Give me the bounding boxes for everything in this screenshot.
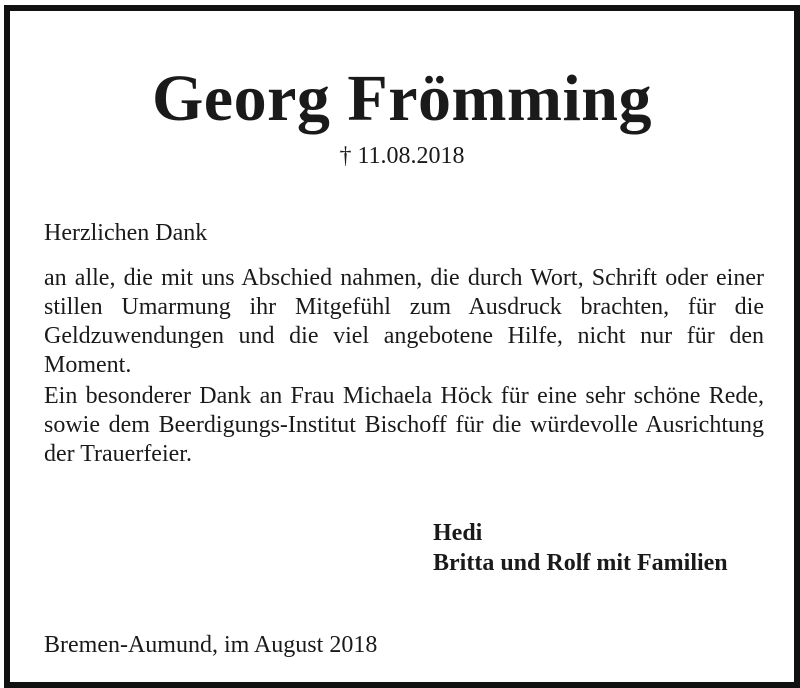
signature-line-2: Britta und Rolf mit Familien — [433, 550, 728, 576]
cross-icon: † — [339, 143, 352, 169]
notice-content — [10, 11, 794, 682]
place-and-date: Bremen-Aumund, im August 2018 — [44, 632, 378, 658]
death-date-line — [10, 141, 794, 171]
death-date: 11.08.2018 — [357, 143, 465, 169]
greeting: Herzlichen Dank — [44, 220, 208, 246]
thanks-paragraph-2: Ein besonderer Dank an Frau Michaela Höck für eine sehr schöne Rede, sowie dem Beerdigungs-Institut Bischoff für die würdevolle Ausrichtung der Trauerfeier. — [44, 383, 764, 467]
signature-block — [433, 518, 728, 578]
signature-line-1: Hedi — [433, 520, 483, 546]
deceased-name: Georg Frömming — [151, 62, 653, 135]
obituary-notice — [4, 5, 800, 688]
thanks-paragraph-1: an alle, die mit uns Abschied nahmen, die durch Wort, Schrift oder einer stillen Umarmung ihr Mitgefühl zum Ausdruck brachten, für die Geldzuwendungen und die viel angebotene Hilfe, nicht nur für den Moment. — [44, 265, 764, 378]
